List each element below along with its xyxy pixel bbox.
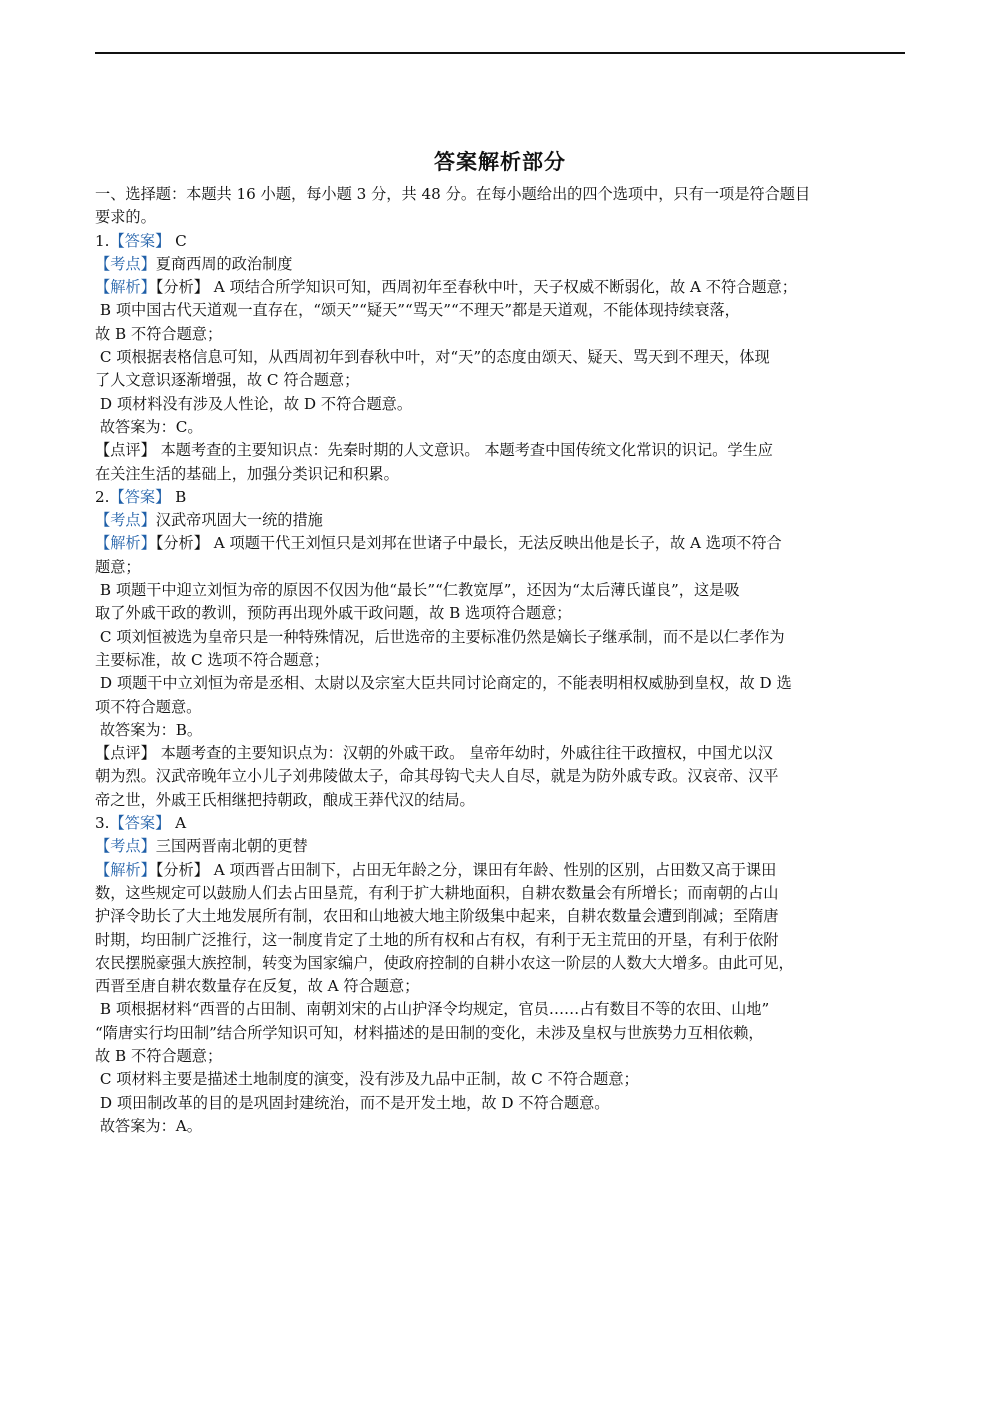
q3-answer-line: [95, 812, 907, 835]
answer-tag: 【答案】: [109, 814, 171, 833]
q1-jiexi-line: [95, 276, 907, 299]
q1-text-line: 【点评】 本题考查的主要知识点：先秦时期的人文意识。 本题考查中国传统文化常识的识记。学生应: [95, 441, 773, 460]
q3-text-line: C 项材料主要是描述土地制度的演变，没有涉及九品中正制，故 C 不符合题意；: [95, 1070, 639, 1089]
q3-text-line: “隋唐实行均田制”结合所学知识可知，材料描述的是田制的变化，未涉及皇权与世族势力互相依赖，: [95, 1023, 764, 1042]
q2-answer-line: [95, 486, 907, 509]
q2-text-line: B 项题干中迎立刘恒为帝的原因不仅因为他“最长”“仁教宽厚”，还因为“太后薄氏谨良”，这是吸: [95, 581, 740, 600]
q1-text-line: 了人文意识逐渐增强，故 C 符合题意；: [95, 371, 360, 390]
q3-text-line: 数，这些规定可以鼓励人们去占田垦荒，有利于扩大耕地面积，自耕农数量会有所增长；而南朝的占山: [95, 883, 779, 902]
q1-text-line: D 项材料没有涉及人性论，故 D 不符合题意。: [95, 394, 413, 413]
q3-number: 3.: [95, 814, 110, 833]
q1-kaodian: 夏商西周的政治制度: [155, 254, 293, 273]
section-intro-line: 一、选择题：本题共 16 小题，每小题 3 分，共 48 分。在每小题给出的四个选项中，只有一项是符合题目: [95, 185, 811, 203]
answer-tag: 【答案】: [109, 231, 171, 250]
q2-text-line: 主要标准，故 C 选项不符合题意；: [95, 650, 329, 669]
q3-text-line: 护泽令助长了大土地发展所有制，农田和山地被大地主阶级集中起来，自耕农数量会遭到削减；至隋唐: [95, 907, 779, 926]
q2-text-line: 题意；: [95, 557, 141, 576]
jiexi-tag: 【解析】: [95, 534, 156, 553]
q1-text-line: 故答案为：C。: [95, 417, 203, 436]
kaodian-tag: 【考点】: [95, 254, 156, 273]
q3-jiexi-line: [95, 859, 907, 882]
q1-analysis-start: 【分析】 A 项结合所学知识可知，西周初年至春秋中叶，天子权威不断弱化，故 A 不符合题意；: [155, 278, 797, 297]
q1-answer-line: [95, 230, 907, 253]
q2-kaodian-line: [95, 509, 907, 532]
q3-text-line: 西晋至唐自耕农数量存在反复，故 A 符合题意；: [95, 977, 420, 996]
q3-kaodian-line: [95, 835, 907, 858]
q2-text-line: 故答案为：B。: [95, 720, 203, 739]
q1-text-line: 在关注生活的基础上，加强分类识记和积累。: [95, 464, 399, 483]
q1-kaodian-line: [95, 253, 907, 276]
q2-kaodian: 汉武帝巩固大一统的措施: [155, 511, 323, 530]
header-rule: [95, 52, 905, 54]
section-intro-line: 要求的。: [95, 208, 156, 227]
answer-tag: 【答案】: [109, 487, 171, 506]
q3-text-line: 农民摆脱豪强大族控制，转变为国家编户，使政府控制的自耕小农这一阶层的人数大大增多。由此可见，: [95, 953, 794, 972]
q2-text-line: 帝之世，外戚王氏相继把持朝政，酿成王莽代汉的结局。: [95, 790, 475, 809]
q1-text-line: B 项中国古代天道观一直存在，“颂天”“疑天”“骂天”“不理天”都是天道观，不能体现持续衰落，: [95, 301, 740, 320]
q3-answer: A: [170, 814, 187, 833]
q2-jiexi-line: [95, 532, 907, 555]
q2-text-line: 朝为烈。汉武帝晚年立小儿子刘弗陵做太子，命其母钩弋夫人自尽，就是为防外戚专政。汉哀帝、汉平: [95, 767, 779, 786]
q3-text-line: 时期，均田制广泛推行，这一制度肯定了土地的所有权和占有权，有利于无主荒田的开垦，有利于依附: [95, 930, 779, 949]
q1-text-line: C 项根据表格信息可知，从西周初年到春秋中叶，对“天”的态度由颂天、疑天、骂天到不理天，体现: [95, 348, 770, 367]
q2-text-line: C 项刘恒被选为皇帝只是一种特殊情况，后世选帝的主要标准仍然是嫡长子继承制，而不是以仁孝作为: [95, 627, 785, 646]
q3-text-line: B 项根据材料“西晋的占田制、南朝刘宋的占山护泽令均规定，官员……占有数目不等的农田、山地”: [95, 1000, 770, 1019]
q3-kaodian: 三国两晋南北朝的更替: [155, 837, 308, 856]
q1-text-line: 故 B 不符合题意；: [95, 324, 223, 343]
q2-answer: B: [170, 487, 187, 506]
q2-number: 2.: [95, 487, 110, 506]
q2-text-line: D 项题干中立刘恒为帝是丞相、太尉以及宗室大臣共同讨论商定的，不能表明相权威胁到皇权，故 D 选: [95, 674, 792, 693]
q2-text-line: 取了外戚干政的教训，预防再出现外戚干政问题，故 B 选项符合题意；: [95, 604, 572, 623]
kaodian-tag: 【考点】: [95, 837, 156, 856]
kaodian-tag: 【考点】: [95, 511, 156, 530]
answer-content: [95, 183, 907, 1138]
jiexi-tag: 【解析】: [95, 860, 156, 879]
q2-analysis-start: 【分析】 A 项题干代王刘恒只是刘邦在世诸子中最长，无法反映出他是长子，故 A 选项不符合: [155, 534, 782, 553]
q3-text-line: D 项田制改革的目的是巩固封建统治，而不是开发土地，故 D 不符合题意。: [95, 1093, 610, 1112]
q3-analysis-start: 【分析】 A 项西晋占田制下，占田无年龄之分，课田有年龄、性别的区别，占田数又高于课田: [155, 860, 777, 879]
q3-text-line: 故答案为：A。: [95, 1116, 202, 1135]
jiexi-tag: 【解析】: [95, 278, 156, 297]
q3-text-line: 故 B 不符合题意；: [95, 1046, 223, 1065]
q2-text-line: 项不符合题意。: [95, 697, 202, 716]
q1-number: 1.: [95, 231, 110, 250]
page-title: 答案解析部分: [434, 150, 566, 174]
q1-answer: C: [170, 231, 187, 250]
q2-text-line: 【点评】 本题考查的主要知识点为：汉朝的外戚干政。 皇帝年幼时，外戚往往干政擅权，中国尤以汉: [95, 744, 773, 763]
